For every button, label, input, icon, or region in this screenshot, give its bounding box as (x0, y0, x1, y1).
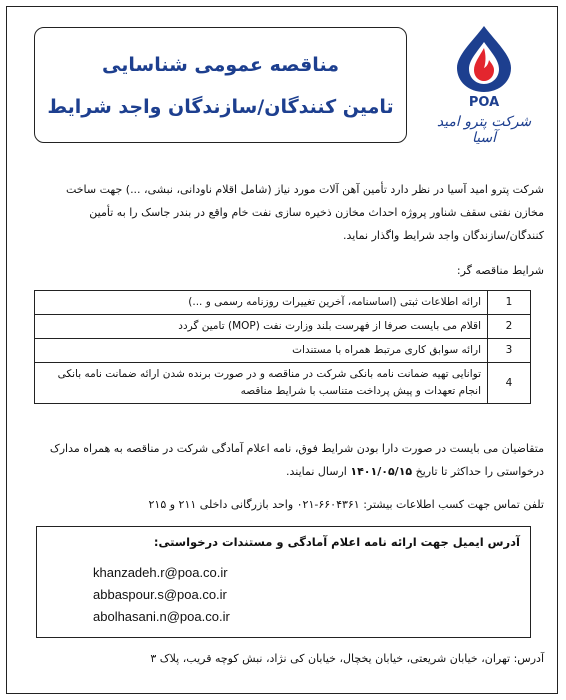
title-box (34, 27, 407, 143)
condition-text-line-1: توانایی تهیه ضمانت نامه بانکی شرکت در مناقصه و در صورت برنده شدن ارائه ضمانت نامه بانکی (57, 368, 481, 380)
closing-line-2-start: درخواستی را حداکثر تا تاریخ (412, 465, 544, 478)
condition-text-line-2: انجام تعهدات و پیش پرداخت متناسب با شرایط مناقصه (240, 385, 481, 397)
logo-abbreviation: POA (468, 95, 500, 110)
email-address[interactable]: abolhasani.n@poa.co.ir (93, 609, 230, 624)
email-address[interactable]: khanzadeh.r@poa.co.ir (93, 565, 228, 580)
condition-number: 3 (488, 339, 531, 363)
conditions-table (34, 290, 531, 404)
condition-text (35, 363, 488, 404)
closing-line-2-end: ارسال نمایند. (286, 465, 351, 478)
table-row (35, 339, 531, 363)
contact-phone: تلفن تماس جهت کسب اطلاعات بیشتر: ۶۶۰۴۳۶۱-۰۲۱ واحد بازرگانی داخلی ۲۱۱ و ۲۱۵ (148, 498, 544, 511)
title-line-1: مناقصه عمومی شناسایی (102, 54, 339, 76)
email-box (36, 526, 531, 638)
table-row (35, 291, 531, 315)
condition-number: 1 (488, 291, 531, 315)
company-logo (425, 22, 543, 150)
table-row (35, 363, 531, 404)
email-box-title: آدرس ایمیل جهت ارائه نامه اعلام آمادگی و مستندات درخواستی: (153, 535, 520, 549)
condition-text: اقلام می بایست صرفا از فهرست بلند وزارت نفت (MOP) تامین گردد (35, 315, 488, 339)
condition-number: 2 (488, 315, 531, 339)
intro-line-2: مخازن نفتی سقف شناور پروژه احداث مخازن ذخیره سازی نفت خام واقع در بندر جاسک را به تأمین (89, 206, 544, 219)
title-line-2: تامین کنندگان/سازندگان واجد شرایط (47, 96, 394, 118)
closing-line-1: متقاضیان می بایست در صورت دارا بودن شرایط فوق، نامه اعلام آمادگی شرکت در مناقصه به همراه مدارک (49, 442, 544, 455)
closing-line-2 (24, 460, 544, 483)
table-row (35, 315, 531, 339)
logo-company-name: شرکت پترو امید آسیا (436, 114, 532, 146)
deadline-date: ۱۴۰۱/۰۵/۱۵ (350, 465, 413, 478)
condition-text: ارائه اطلاعات ثبتی (اساسنامه، آخرین تغییرات روزنامه رسمی و ...) (35, 291, 488, 315)
closing-paragraph (24, 437, 544, 483)
intro-line-1: شرکت پترو امید آسیا در نظر دارد تأمین آهن آلات مورد نیاز (شامل اقلام ناودانی، نبشی، ...) جهت ساخت (65, 183, 544, 196)
condition-number: 4 (488, 363, 531, 404)
condition-text: ارائه سوابق کاری مرتبط همراه با مستندات (35, 339, 488, 363)
intro-paragraph (24, 178, 544, 247)
postal-address: آدرس: تهران، خیابان شریعتی، خیابان یخچال، خیابان کی نژاد، نبش کوچه قریب، پلاک ۳ (150, 652, 544, 665)
intro-line-3: کنندگان/سازندگان واجد شرایط واگذار نماید. (342, 229, 544, 242)
flame-drop-icon (439, 22, 529, 94)
email-address[interactable]: abbaspour.s@poa.co.ir (93, 587, 227, 602)
conditions-heading: شرایط مناقصه گر: (456, 264, 544, 277)
